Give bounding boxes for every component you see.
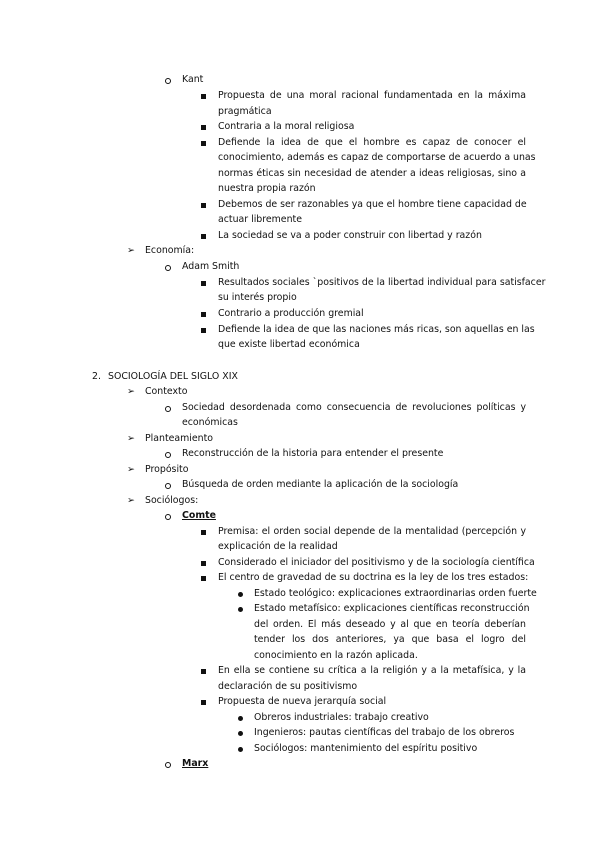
sociologos-heading: Sociólogos:: [145, 495, 199, 506]
arrow-bullet-icon: ➢: [127, 245, 135, 256]
proposito-heading: Propósito: [145, 464, 189, 475]
comte-item-4-line-1: En ella se contiene su crítica a la religión y a la metafísica, y la: [218, 665, 526, 676]
square-bullet-icon: [201, 669, 206, 674]
comte-item-1-line-1: Premisa: el orden social depende de la mentalidad (percepción y: [218, 526, 526, 537]
square-bullet-icon: [201, 700, 206, 705]
square-bullet-icon: [201, 203, 206, 208]
square-bullet-icon: [201, 530, 206, 535]
square-bullet-icon: [201, 141, 206, 146]
contexto-item-line-1: Sociedad desordenada como consecuencia de revoluciones políticas y: [182, 402, 526, 413]
proposito-item: Búsqueda de orden mediante la aplicación de la sociología: [182, 479, 459, 490]
arrow-bullet-icon: ➢: [127, 433, 135, 444]
arrow-bullet-icon: ➢: [127, 464, 135, 475]
kant-item-1-line-1: Propuesta de una moral racional fundamentada en la máxima: [218, 90, 526, 101]
estado-metafisico-line-3: tender los dos anteriores, ya que basa el logro del: [254, 634, 526, 645]
square-bullet-icon: [201, 576, 206, 581]
smith-item-1-line-2: su interés propio: [218, 292, 297, 303]
square-bullet-icon: [201, 281, 206, 286]
kant-item-3-line-4: nuestra propia razón: [218, 183, 316, 194]
comte-item-1-line-2: explicación de la realidad: [218, 541, 338, 552]
circle-bullet-icon: [165, 452, 171, 458]
comte-item-2: Considerado el iniciador del positivismo y de la sociología científica: [218, 557, 535, 568]
circle-bullet-icon: [165, 406, 171, 412]
dot-bullet-icon: [238, 731, 243, 736]
jerarquia-item-1: Obreros industriales: trabajo creativo: [254, 712, 429, 723]
circle-bullet-icon: [165, 265, 171, 271]
smith-item-3-line-2: que existe libertad económica: [218, 339, 360, 350]
circle-bullet-icon: [165, 78, 171, 84]
kant-item-4-line-1: Debemos de ser razonables ya que el hombre tiene capacidad de: [218, 199, 527, 210]
smith-item-2: Contrario a producción gremial: [218, 308, 364, 319]
section-number: 2.: [92, 371, 101, 382]
dot-bullet-icon: [238, 716, 243, 721]
estado-metafisico-line-2: del orden. El más deseado y al que en teoría deberían: [254, 619, 526, 630]
kant-item-3-line-1: Defiende la idea de que el hombre es capaz de conocer el: [218, 137, 526, 148]
circle-bullet-icon: [165, 514, 171, 520]
square-bullet-icon: [201, 312, 206, 317]
estado-metafisico-line-1: Estado metafísico: explicaciones científicas reconstrucción: [254, 603, 530, 614]
smith-item-1-line-1: Resultados sociales `positivos de la libertad individual para satisfacer: [218, 277, 546, 288]
arrow-bullet-icon: ➢: [127, 386, 135, 397]
circle-bullet-icon: [165, 762, 171, 768]
square-bullet-icon: [201, 328, 206, 333]
economia-heading: Economía:: [145, 245, 195, 256]
planteamiento-heading: Planteamiento: [145, 433, 213, 444]
estado-metafisico-line-4: conocimiento en la razón aplicada.: [254, 650, 418, 661]
contexto-heading: Contexto: [145, 386, 188, 397]
dot-bullet-icon: [238, 607, 243, 612]
comte-item-4-line-2: declaración de su positivismo: [218, 681, 358, 692]
square-bullet-icon: [201, 125, 206, 130]
dot-bullet-icon: [238, 592, 243, 597]
circle-bullet-icon: [165, 483, 171, 489]
dot-bullet-icon: [238, 747, 243, 752]
marx-heading: Marx: [182, 758, 209, 769]
adam-smith-heading: Adam Smith: [182, 261, 240, 272]
comte-item-5: Propuesta de nueva jerarquía social: [218, 696, 387, 707]
kant-item-2: Contraria a la moral religiosa: [218, 121, 355, 132]
kant-item-5: La sociedad se va a poder construir con libertad y razón: [218, 230, 482, 241]
kant-heading: Kant: [182, 74, 204, 85]
kant-item-4-line-2: actuar libremente: [218, 214, 302, 225]
jerarquia-item-3: Sociólogos: mantenimiento del espíritu positivo: [254, 743, 478, 754]
planteamiento-item: Reconstrucción de la historia para entender el presente: [182, 448, 444, 459]
square-bullet-icon: [201, 561, 206, 566]
kant-item-1-line-2: pragmática: [218, 106, 272, 117]
comte-item-3: El centro de gravedad de su doctrina es la ley de los tres estados:: [218, 572, 529, 583]
section-title: SOCIOLOGÍA DEL SIGLO XIX: [108, 371, 238, 382]
comte-heading: Comte: [182, 510, 216, 521]
jerarquia-item-2: Ingenieros: pautas científicas del trabajo de los obreros: [254, 727, 515, 738]
kant-item-3-line-3: normas éticas sin necesidad de atender a ideas religiosas, sino a: [218, 168, 526, 179]
contexto-item-line-2: económicas: [182, 417, 238, 428]
smith-item-3-line-1: Defiende la idea de que las naciones más ricas, son aquellas en las: [218, 324, 535, 335]
square-bullet-icon: [201, 234, 206, 239]
estado-teologico: Estado teológico: explicaciones extraordinarias orden fuerte: [254, 588, 537, 599]
arrow-bullet-icon: ➢: [127, 495, 135, 506]
square-bullet-icon: [201, 94, 206, 99]
kant-item-3-line-2: conocimiento, además es capaz de comportarse de acuerdo a unas: [218, 152, 536, 163]
